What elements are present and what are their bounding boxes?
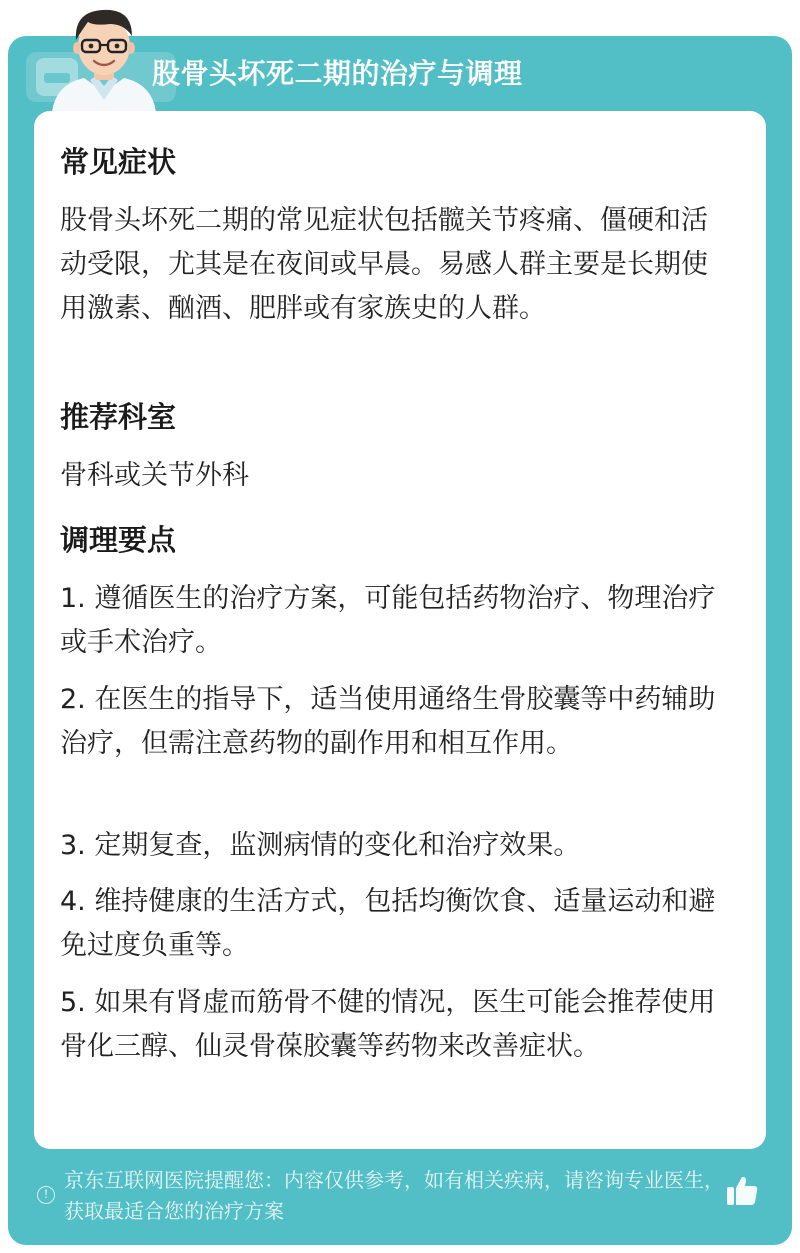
care-point-3: 3. 定期复查，监测病情的变化和治疗效果。: [60, 830, 581, 861]
info-icon: !: [37, 1186, 55, 1204]
section-heading-symptoms: 常见症状: [60, 145, 177, 179]
section-heading-care-points: 调理要点: [60, 523, 177, 557]
symptoms-paragraph: 股骨头坏死二期的常见症状包括髋关节疼痛、僵硬和活动受限，尤其是在夜间或早晨。易感人群主要是长期使用激素、酗酒、肥胖或有家族史的人群。: [60, 205, 708, 324]
care-point-5: 5. 如果有肾虚而筋骨不健的情况，医生可能会推荐使用骨化三醇、仙灵骨葆胶囊等药物来改善症状。: [60, 987, 716, 1062]
doctor-avatar-icon: [44, 0, 164, 112]
care-point-1: 1. 遵循医生的治疗方案，可能包括药物治疗、物理治疗或手术治疗。: [60, 583, 716, 658]
care-point-2: 2. 在医生的指导下，适当使用通络生骨胶囊等中药辅助治疗，但需注意药物的副作用和相互作用。: [60, 684, 716, 759]
page-title: 股骨头坏死二期的治疗与调理: [152, 57, 523, 90]
care-point-4: 4. 维持健康的生活方式，包括均衡饮食、适量运动和避免过度负重等。: [60, 886, 716, 961]
thumbs-up-icon[interactable]: [724, 1172, 760, 1208]
section-heading-department: 推荐科室: [60, 400, 177, 434]
disclaimer-note: 京东互联网医院提醒您：内容仅供参考，如有相关疾病，请咨询专业医生，获取最适合您的治疗方案: [64, 1168, 724, 1223]
department-paragraph: 骨科或关节外科: [60, 460, 249, 491]
